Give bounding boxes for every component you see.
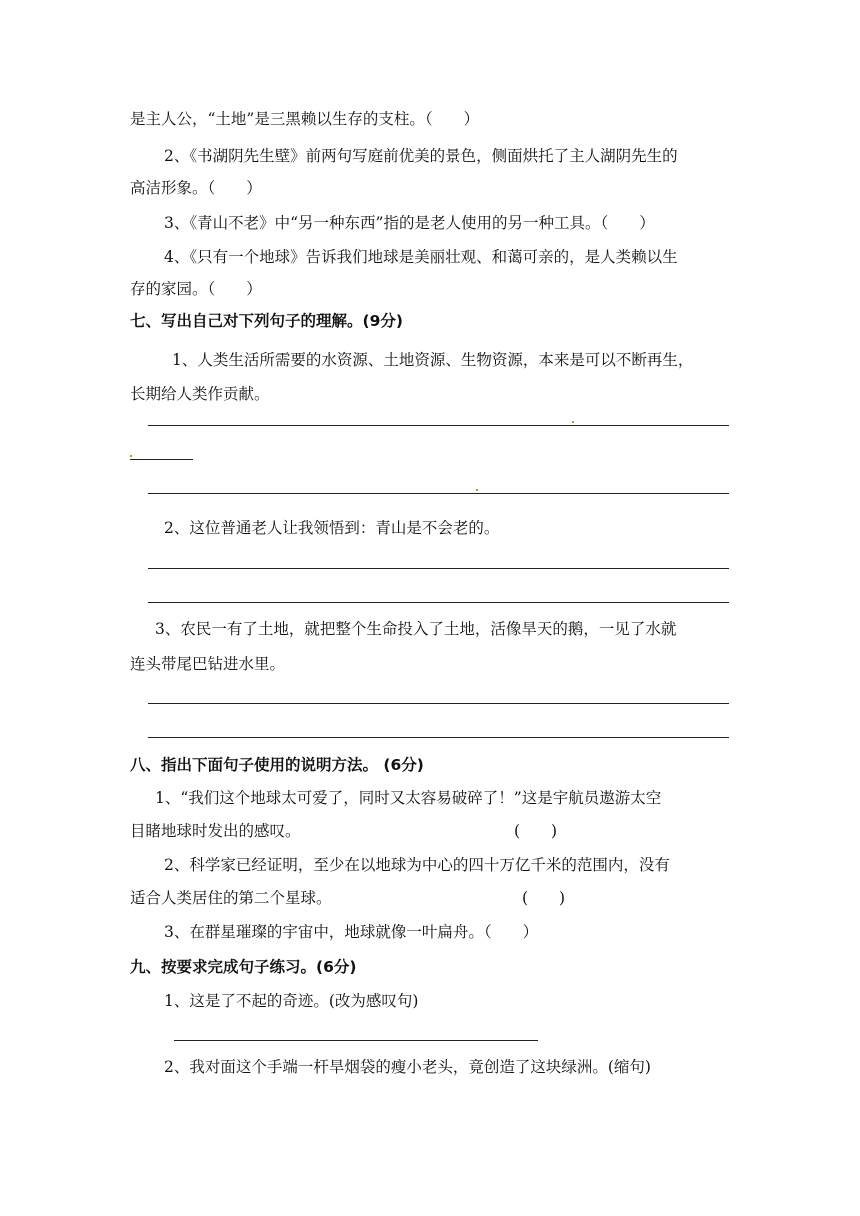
s8-q3: 3、在群星璀璨的宇宙中，地球就像一叶扁舟。（ ）	[164, 923, 539, 941]
answer-line[interactable]	[148, 493, 729, 494]
s7-q3-line-2: 连头带尾巴钻进水里。	[130, 655, 286, 673]
s7-q2: 2、这位普通老人让我领悟到：青山是不会老的。	[164, 519, 500, 537]
s7-q1-line-1: 1、人类生活所需要的水资源、土地资源、生物资源，本来是可以不断再生，	[172, 351, 694, 369]
s8-q2-line-2: 适合人类居住的第二个星球。	[130, 889, 332, 907]
s9-q1: 1、这是了不起的奇迹。(改为感叹句)	[164, 992, 419, 1010]
s6-line-6: 存的家园。（ ）	[130, 280, 262, 298]
s9-q2: 2、我对面这个手端一杆旱烟袋的瘦小老头，竟创造了这块绿洲。(缩句)	[164, 1058, 651, 1076]
section-9-heading: 九、按要求完成句子练习。(6分)	[130, 958, 357, 976]
s8-q2-answer-parens[interactable]: ( )	[522, 889, 566, 907]
s6-line-5: 4、《只有一个地球》告诉我们地球是美丽壮观、和蔼可亲的，是人类赖以生	[164, 248, 678, 266]
answer-line-short[interactable]	[130, 459, 193, 460]
s6-line-1: 是主人公，“土地”是三黑赖以生存的支柱。（ ）	[130, 110, 480, 128]
answer-line[interactable]	[174, 1040, 538, 1041]
s8-q2-line-1: 2、科学家已经证明，至少在以地球为中心的四十万亿千米的范围内，没有	[164, 856, 670, 874]
scan-speck	[130, 455, 132, 457]
section-7-heading: 七、写出自己对下列句子的理解。(9分)	[130, 312, 403, 330]
s6-line-3: 高洁形象。（ ）	[130, 179, 262, 197]
answer-line[interactable]	[148, 568, 729, 569]
s8-q1-line-2: 目睹地球时发出的感叹。	[130, 822, 301, 840]
scan-speck	[476, 489, 478, 491]
answer-line[interactable]	[148, 602, 729, 603]
s6-line-2: 2、《书湖阴先生壁》前两句写庭前优美的景色，侧面烘托了主人湖阴先生的	[164, 147, 678, 165]
answer-line[interactable]	[148, 737, 729, 738]
s7-q3-line-1: 3、农民一有了土地，就把整个生命投入了土地，活像旱天的鹅，一见了水就	[155, 620, 677, 638]
s6-line-4: 3、《青山不老》中“另一种东西”指的是老人使用的另一种工具。（ ）	[164, 214, 655, 232]
s8-q1-line-1: 1、“我们这个地球太可爱了，同时又太容易破碎了！”这是宇航员遨游太空	[155, 789, 662, 807]
answer-line[interactable]	[148, 703, 729, 704]
s7-q1-line-2: 长期给人类作贡献。	[130, 385, 270, 403]
section-8-heading: 八、指出下面句子使用的说明方法。 (6分)	[130, 756, 424, 774]
scan-speck	[572, 421, 574, 423]
s8-q1-answer-parens[interactable]: ( )	[514, 822, 558, 840]
answer-line[interactable]	[148, 425, 729, 426]
